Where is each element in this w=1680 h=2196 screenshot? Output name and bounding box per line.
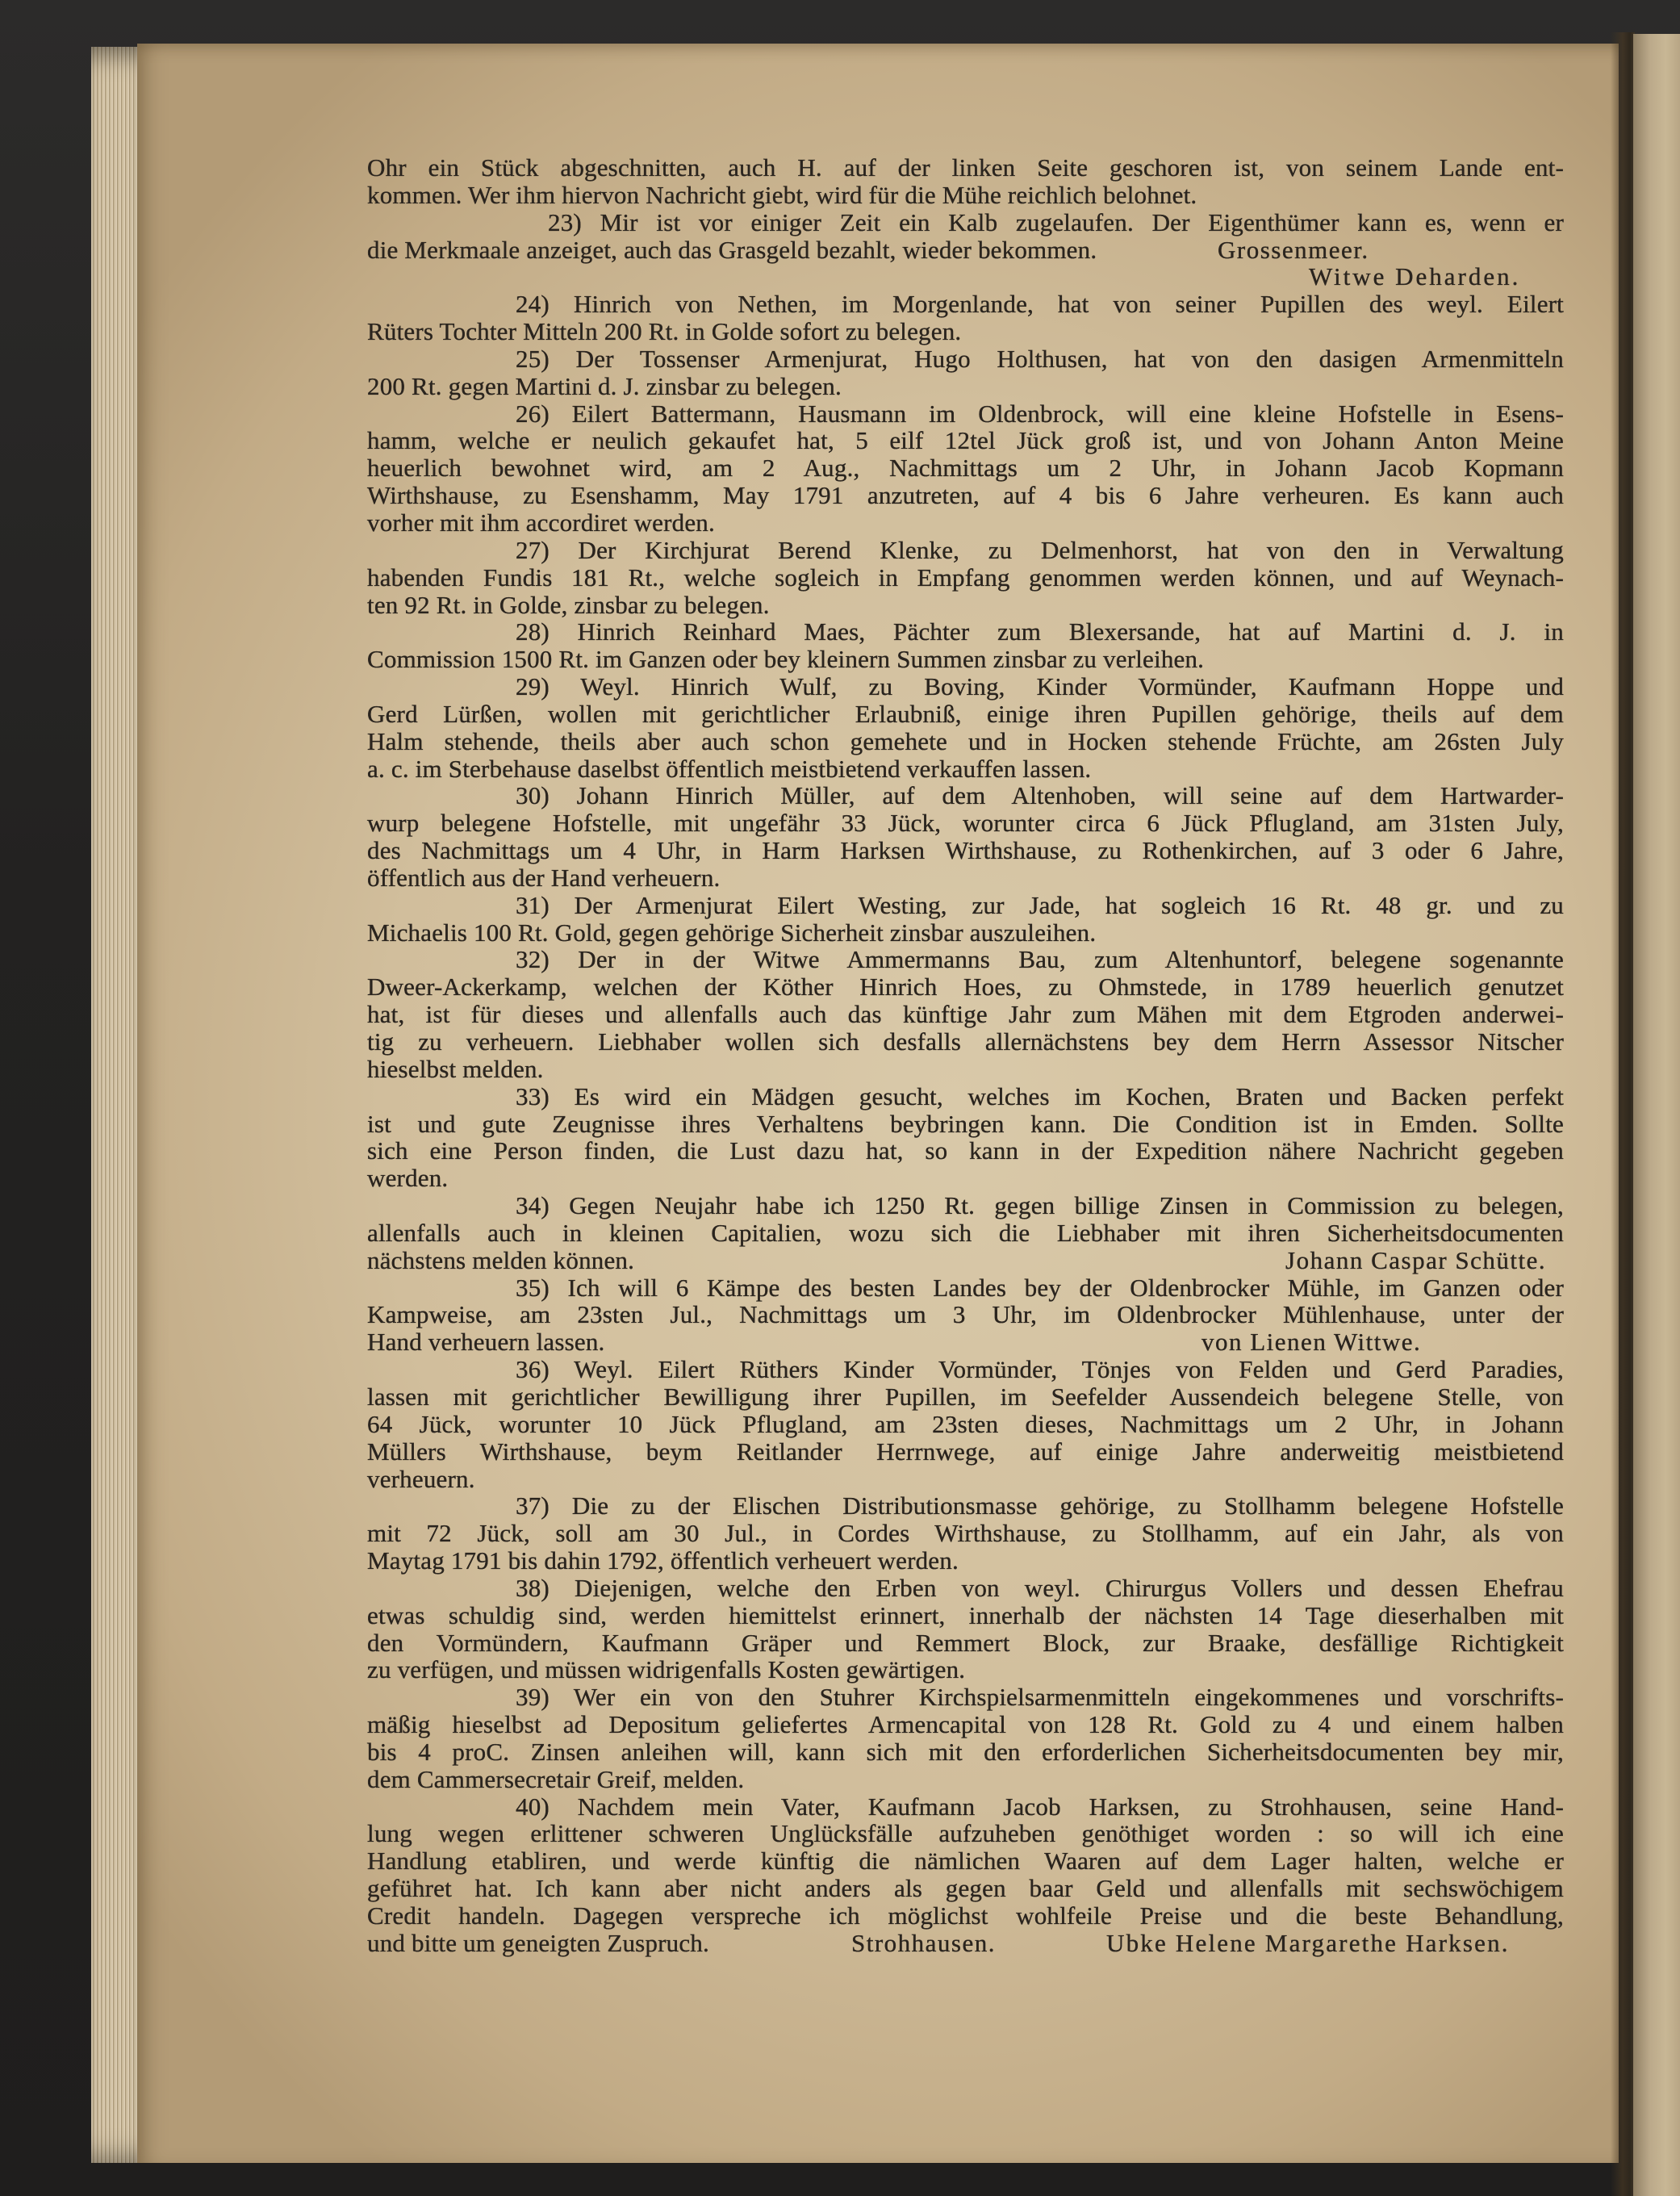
text-line: hat, ist für dieses und allenfalls auch das künftige Jahr zum Mähen mit dem Etgroden anderwei- (367, 1000, 1564, 1029)
text-line: mit 72 Jück, soll am 30 Jul., in Cordes Wirthshause, zu Stollhamm, auf ein Jahr, als von (367, 1519, 1564, 1548)
text-line: hamm, welche er neulich gekaufet hat, 5 eilf 12tel Jück groß ist, und von Johann Anton Meine (367, 426, 1564, 455)
page-text (367, 154, 1564, 1957)
text-line: Ohr ein Stück abgeschnitten, auch H. auf der linken Seite geschoren ist, von seinem Lande ent- (367, 153, 1564, 182)
text-line: sich eine Person finden, die Lust dazu hat, so kann in der Expedition nähere Nachricht gegeben (367, 1136, 1564, 1165)
text-line: Handlung etabliren, und werde künftig die nämlichen Waaren auf dem Lager halten, welche er (367, 1847, 1564, 1876)
text-line (367, 1247, 1564, 1274)
text-line: Müllers Wirthshause, beym Reitlander Herrnwege, auf einige Jahre anderweitig meistbietend (367, 1437, 1564, 1466)
text-line: Credit handeln. Dagegen verspreche ich möglichst wohlfeile Preise und die beste Behandlung, (367, 1901, 1564, 1930)
signature-line (367, 263, 1564, 291)
text-line (367, 1328, 1564, 1356)
notice-28-start: 28) Hinrich Reinhard Maes, Pächter zum Blexersande, hat auf Martini d. J. in (516, 617, 1564, 646)
notice-32-start: 32) Der in der Witwe Ammermanns Bau, zum Altenhuntorf, belegene sogenannte (516, 945, 1564, 974)
notice-39-start: 39) Wer ein von den Stuhrer Kirchspielsarmenmitteln eingekommenes und vorschrifts- (516, 1683, 1564, 1712)
notice-38-start: 38) Diejenigen, welche den Erben von weyl. Chirurgus Vollers und dessen Ehefrau (516, 1573, 1564, 1602)
notice-37-start: 37) Die zu der Elischen Distributionsmasse gehörige, zu Stollhamm belegene Hofstelle (516, 1491, 1564, 1520)
text-line: wurp belegene Hofstelle, mit ungefähr 33 Jück, worunter circa 6 Jück Pflugland, am 31sten July, (367, 809, 1564, 838)
notice-33-start: 33) Es wird ein Mädgen gesucht, welches im Kochen, Braten und Backen perfekt (516, 1081, 1564, 1111)
notice-34-start: 34) Gegen Neujahr habe ich 1250 Rt. gegen billige Zinsen in Commission zu belegen, (516, 1191, 1564, 1220)
text-line: tig zu verheuern. Liebhaber wollen sich desfalls allernächstens bey dem Herrn Assessor Nitscher (367, 1027, 1564, 1056)
text-line: 64 Jück, worunter 10 Jück Pflugland, am 23sten dieses, Nachmittags um 2 Uhr, in Johann (367, 1409, 1564, 1438)
text-line: ten 92 Rt. in Golde, zinsbar zu belegen. (367, 590, 770, 619)
notice-27-start: 27) Der Kirchjurat Berend Klenke, zu Delmenhorst, hat von den in Verwaltung (516, 535, 1564, 564)
signature-name: Johann Caspar Schütte. (1285, 1245, 1547, 1274)
text-line: den Vormündern, Kaufmann Gräper und Remmert Block, zur Braake, desfällige Richtigkeit (367, 1628, 1564, 1657)
text-line: lassen mit gerichtlicher Bewilligung ihrer Pupillen, im Seefelder Aussendeich belegene Stelle, von (367, 1382, 1564, 1411)
notice-36-start: 36) Weyl. Eilert Rüthers Kinder Vormünder, Tönjes von Felden und Gerd Paradies, (516, 1355, 1564, 1384)
text-line: Gerd Lürßen, wollen mit gerichtlicher Erlaubniß, einige ihren Pupillen gehörige, theils auf dem (367, 699, 1564, 728)
adjacent-page-edge (1633, 34, 1680, 2196)
text-line: vorher mit ihm accordiret werden. (367, 508, 715, 537)
book-gutter-shadow (1611, 32, 1635, 2196)
text-line: Wirthshause, zu Esenshamm, May 1791 anzutreten, auf 4 bis 6 Jahre verheuren. Es kann auch (367, 481, 1564, 510)
text-line: Maytag 1791 bis dahin 1792, öffentlich verheuert werden. (367, 1546, 959, 1575)
text-line: zu verfügen, und müssen widrigenfalls Kosten gewärtigen. (367, 1655, 966, 1684)
text-line: ist und gute Zeugnisse ihres Verhaltens beybringen kann. Die Condition ist in Emden. Sollte (367, 1109, 1564, 1138)
text-line: a. c. im Sterbehause daselbst öffentlich meistbietend verkauffen lassen. (367, 754, 1092, 783)
line-text: Hand verheuern lassen. (367, 1328, 605, 1357)
text-line: kommen. Wer ihm hiervon Nachricht giebt, wird für die Mühe reichlich belohnet. (367, 180, 1197, 209)
line-text: die Merkmaale anzeiget, auch das Grasgeld bezahlt, wieder bekommen. (367, 235, 1097, 264)
signature-name: Ubke Helene Margarethe Harksen. (1106, 1928, 1510, 1957)
text-line: werden. (367, 1164, 449, 1193)
notice-23-start: 23) Mir ist vor einiger Zeit ein Kalb zugelaufen. Der Eigenthümer kann es, wenn er (548, 207, 1564, 236)
text-line: mäßig hieselbst ad Depositum geliefertes Armencapital von 128 Rt. Gold zu 4 und einem halben (367, 1710, 1564, 1739)
text-line: habenden Fundis 181 Rt., welche sogleich in Empfang genommen werden können, und auf Weynach- (367, 563, 1564, 592)
text-line: dem Cammersecretair Greif, melden. (367, 1764, 745, 1793)
text-line: Dweer-Ackerkamp, welchen der Köther Hinrich Hoes, zu Ohmstede, in 1789 heuerlich genutzet (367, 973, 1564, 1002)
signature-name: Witwe Deharden. (1309, 262, 1521, 291)
text-line: geführet hat. Ich kann aber nicht anders als gegen baar Geld und allenfalls mit sechswöchigem (367, 1874, 1564, 1903)
notice-26-start: 26) Eilert Battermann, Hausmann im Oldenbrock, will eine kleine Hofstelle in Esens- (516, 399, 1564, 428)
line-text: nächstens melden können. (367, 1245, 635, 1274)
text-line: 200 Rt. gegen Martini d. J. zinsbar zu belegen. (367, 371, 842, 400)
text-line: hieselbst melden. (367, 1054, 544, 1083)
text-line (367, 236, 1564, 264)
line-text: und bitte um geneigten Zuspruch. (367, 1928, 709, 1957)
page-stack-edges (91, 47, 140, 2163)
text-line: bis 4 proC. Zinsen anleihen will, kann sich mit den erforderlichen Sicherheitsdocumenten bey mir, (367, 1737, 1564, 1766)
text-line: etwas schuldig sind, werden hiemittelst erinnert, innerhalb der nächsten 14 Tage dieserhalben mit (367, 1600, 1564, 1629)
text-line (367, 1930, 1564, 1957)
text-line: allenfalls auch in kleinen Capitalien, wozu sich die Liebhaber mit ihren Sicherheitsdocumenten (367, 1218, 1564, 1247)
text-line: Rüters Tochter Mitteln 200 Rt. in Golde sofort zu belegen. (367, 317, 962, 346)
notice-31-start: 31) Der Armenjurat Eilert Westing, zur Jade, hat sogleich 16 Rt. 48 gr. und zu (516, 890, 1564, 919)
notice-30-start: 30) Johann Hinrich Müller, auf dem Altenhoben, will seine auf dem Hartwarder- (516, 781, 1564, 810)
signature-place: Grossenmeer. (1218, 235, 1369, 264)
notice-40-start: 40) Nachdem mein Vater, Kaufmann Jacob Harksen, zu Strohhausen, seine Hand- (516, 1792, 1564, 1821)
notice-35-start: 35) Ich will 6 Kämpe des besten Landes bey der Oldenbrocker Mühle, im Ganzen oder (516, 1273, 1564, 1302)
notice-29-start: 29) Weyl. Hinrich Wulf, zu Boving, Kinder Vormünder, Kaufmann Hoppe und (516, 672, 1564, 701)
text-line: Halm stehende, theils aber auch schon gemehete und in Hocken stehende Früchte, am 26sten July (367, 726, 1564, 755)
notice-24-start: 24) Hinrich von Nethen, im Morgenlande, hat von seiner Pupillen des weyl. Eilert (516, 290, 1564, 319)
text-line: verheuern. (367, 1464, 475, 1493)
text-line: heuerlich bewohnet wird, am 2 Aug., Nachmittags um 2 Uhr, in Johann Jacob Kopmann (367, 454, 1564, 483)
signature-place: Strohhausen. (851, 1928, 997, 1957)
signature-name: von Lienen Wittwe. (1201, 1328, 1422, 1357)
text-line: Michaelis 100 Rt. Gold, gegen gehörige Sicherheit zinsbar auszuleihen. (367, 918, 1097, 947)
text-line: öffentlich aus der Hand verheuern. (367, 863, 721, 892)
notice-25-start: 25) Der Tossenser Armenjurat, Hugo Holthusen, hat von den dasigen Armenmitteln (516, 344, 1564, 373)
text-line: Commission 1500 Rt. im Ganzen oder bey kleinern Summen zinsbar zu verleihen. (367, 645, 1205, 674)
text-line: Kampweise, am 23sten Jul., Nachmittags um 3 Uhr, im Oldenbrocker Mühlenhause, unter der (367, 1300, 1564, 1329)
text-line: lung wegen erlittener schweren Unglücksfälle aufzuheben genöthiget worden : so will ich eine (367, 1819, 1564, 1848)
text-line: des Nachmittags um 4 Uhr, in Harm Harksen Wirthshause, zu Rothenkirchen, auf 3 oder 6 Jahre, (367, 836, 1564, 865)
